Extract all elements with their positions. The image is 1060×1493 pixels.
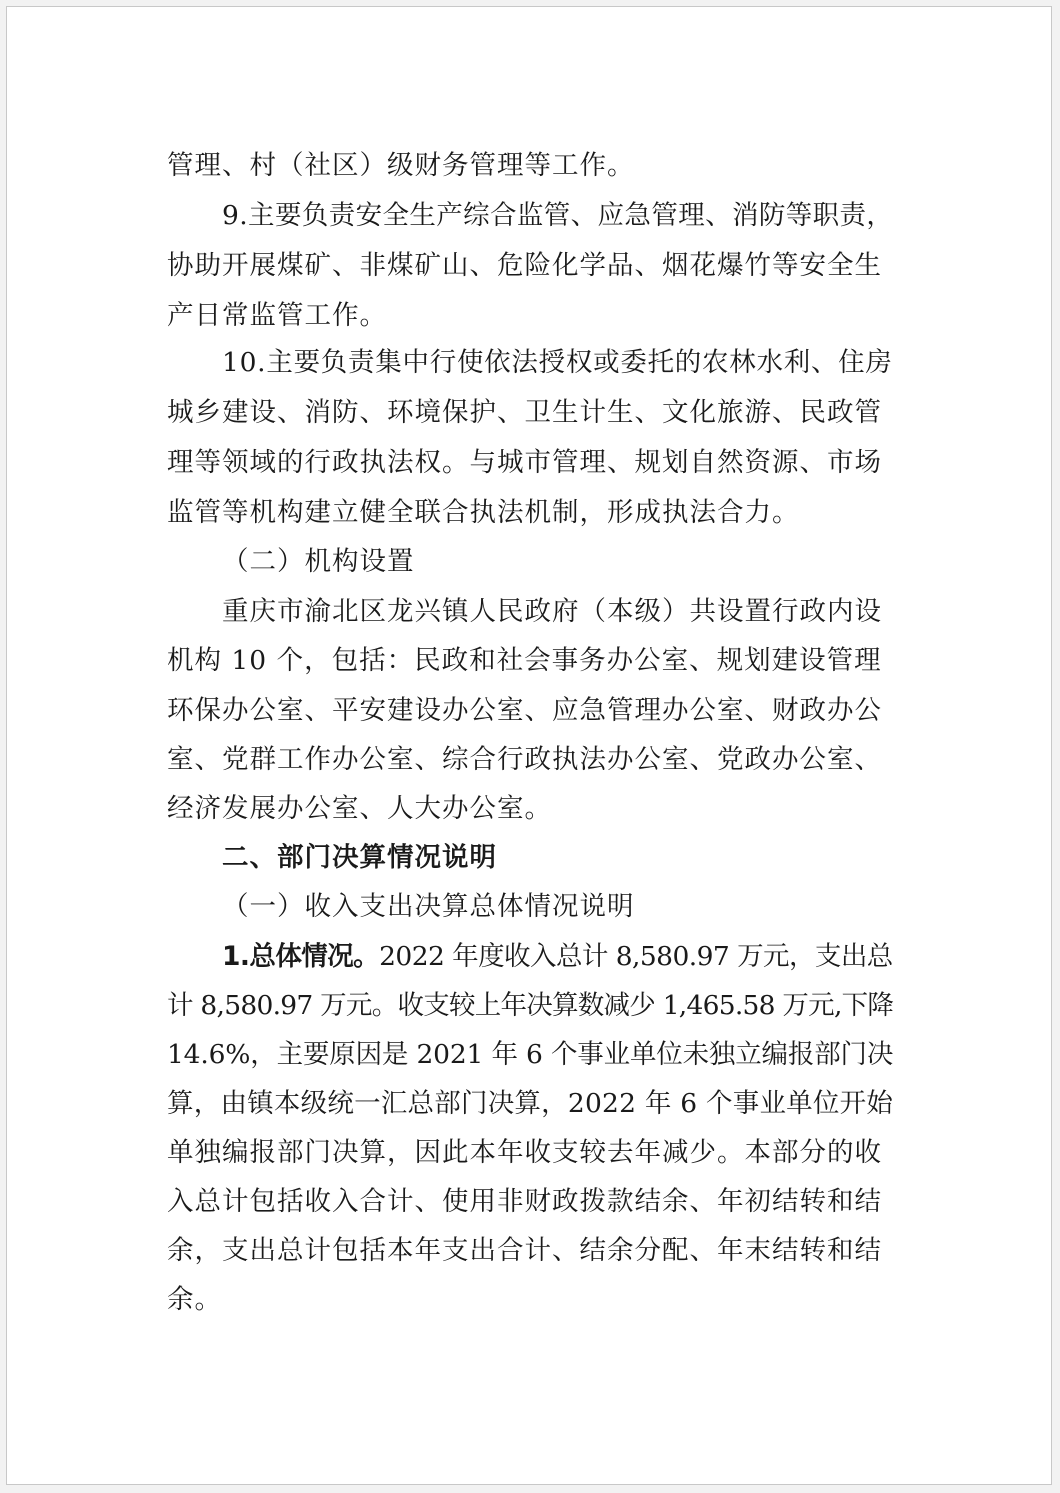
- paragraph-line: 管理、村（社区）级财务管理等工作。: [167, 150, 635, 181]
- paragraph-line: 余。: [167, 1284, 222, 1315]
- paragraph-line: 10.主要负责集中行使依法授权或委托的农林水利、住房: [222, 347, 893, 378]
- paragraph-line: 城乡建设、消防、环境保护、卫生计生、文化旅游、民政管: [167, 397, 882, 428]
- paragraph-line: 算，由镇本级统一汇总部门决算，2022 年 6 个事业单位开始: [167, 1088, 894, 1119]
- paragraph-line: 机构 10 个，包括：民政和社会事务办公室、规划建设管理: [167, 645, 882, 676]
- paragraph-line: 14.6%，主要原因是 2021 年 6 个事业单位未独立编报部门决: [167, 1039, 894, 1070]
- paragraph-line: 监管等机构建立健全联合执法机制，形成执法合力。: [167, 497, 800, 528]
- paragraph-line: 产日常监管工作。: [167, 300, 387, 331]
- paragraph-line: 重庆市渝北区龙兴镇人民政府（本级）共设置行政内设: [222, 596, 882, 627]
- document-page: [6, 6, 1052, 1485]
- paragraph-line: 9.主要负责安全生产综合监管、应急管理、消防等职责，: [222, 200, 894, 231]
- paragraph-line: [222, 932, 893, 982]
- paragraph-line: 计 8,580.97 万元。收支较上年决算数减少 1,465.58 万元,下降: [167, 990, 894, 1021]
- lead-text: 1.总体情况。: [222, 941, 380, 972]
- paragraph-line: 经济发展办公室、人大办公室。: [167, 793, 552, 824]
- paragraph-line: 单独编报部门决算，因此本年收支较去年减少。本部分的收: [167, 1137, 882, 1168]
- paragraph-line: 环保办公室、平安建设办公室、应急管理办公室、财政办公: [167, 695, 882, 726]
- paragraph-line: 室、党群工作办公室、综合行政执法办公室、党政办公室、: [167, 744, 882, 775]
- section-heading: （二）机构设置: [222, 546, 415, 577]
- section-heading: （一）收入支出决算总体情况说明: [222, 891, 635, 922]
- paragraph-line: 入总计包括收入合计、使用非财政拨款结余、年初结转和结: [167, 1186, 882, 1217]
- paragraph-line: 余，支出总计包括本年支出合计、结余分配、年末结转和结: [167, 1235, 882, 1266]
- chapter-heading: 二、部门决算情况说明: [222, 842, 497, 873]
- paragraph-line: 理等领域的行政执法权。与城市管理、规划自然资源、市场: [167, 447, 882, 478]
- paragraph-line: 协助开展煤矿、非煤矿山、危险化学品、烟花爆竹等安全生: [167, 250, 882, 281]
- paragraph-line-text: 2022 年度收入总计 8,580.97 万元，支出总: [379, 941, 893, 972]
